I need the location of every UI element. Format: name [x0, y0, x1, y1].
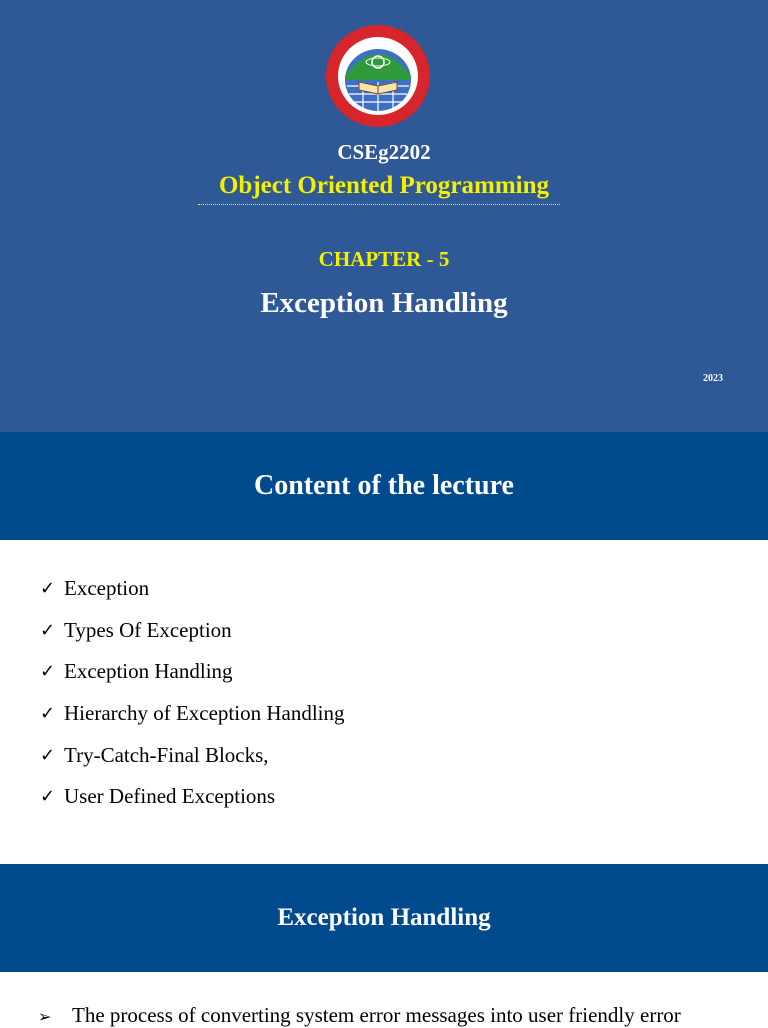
- checkmark-icon: ✓: [40, 661, 56, 683]
- list-item: [40, 610, 345, 652]
- lecture-content-list: [40, 568, 345, 818]
- chapter-topic: Exception Handling: [260, 287, 508, 319]
- definition-paragraph: [38, 1003, 738, 1028]
- list-item: [40, 568, 345, 610]
- course-title: Object Oriented Programming: [218, 172, 550, 199]
- exception-handling-heading: Exception Handling: [0, 864, 768, 972]
- checkmark-icon: ✓: [40, 786, 56, 808]
- arrow-bullet-icon: ➢: [38, 1007, 52, 1026]
- list-item-label: Hierarchy of Exception Handling: [64, 701, 345, 726]
- list-item-label: Types Of Exception: [64, 617, 232, 642]
- list-item: [40, 776, 345, 818]
- checkmark-icon: ✓: [40, 619, 56, 641]
- university-logo: [325, 24, 431, 128]
- checkmark-icon: ✓: [40, 703, 56, 725]
- title-underline: [198, 204, 560, 205]
- list-item-label: Exception Handling: [64, 659, 233, 684]
- chapter-number: CHAPTER - 5: [318, 247, 450, 271]
- list-item-label: Try-Catch-Final Blocks,: [64, 742, 269, 767]
- paragraph-text: The process of converting system error messages into user friendly error: [72, 1003, 681, 1027]
- course-code: CSEg2202: [337, 140, 431, 164]
- year-label: 2023: [703, 373, 723, 384]
- list-item-label: Exception: [64, 576, 150, 601]
- list-item-label: User Defined Exceptions: [64, 784, 276, 809]
- list-item: [40, 651, 345, 693]
- title-slide: [0, 0, 768, 432]
- checkmark-icon: ✓: [40, 578, 56, 600]
- list-item: [40, 734, 345, 776]
- lecture-content-heading: Content of the lecture: [0, 432, 768, 540]
- list-item: [40, 693, 345, 735]
- checkmark-icon: ✓: [40, 744, 56, 766]
